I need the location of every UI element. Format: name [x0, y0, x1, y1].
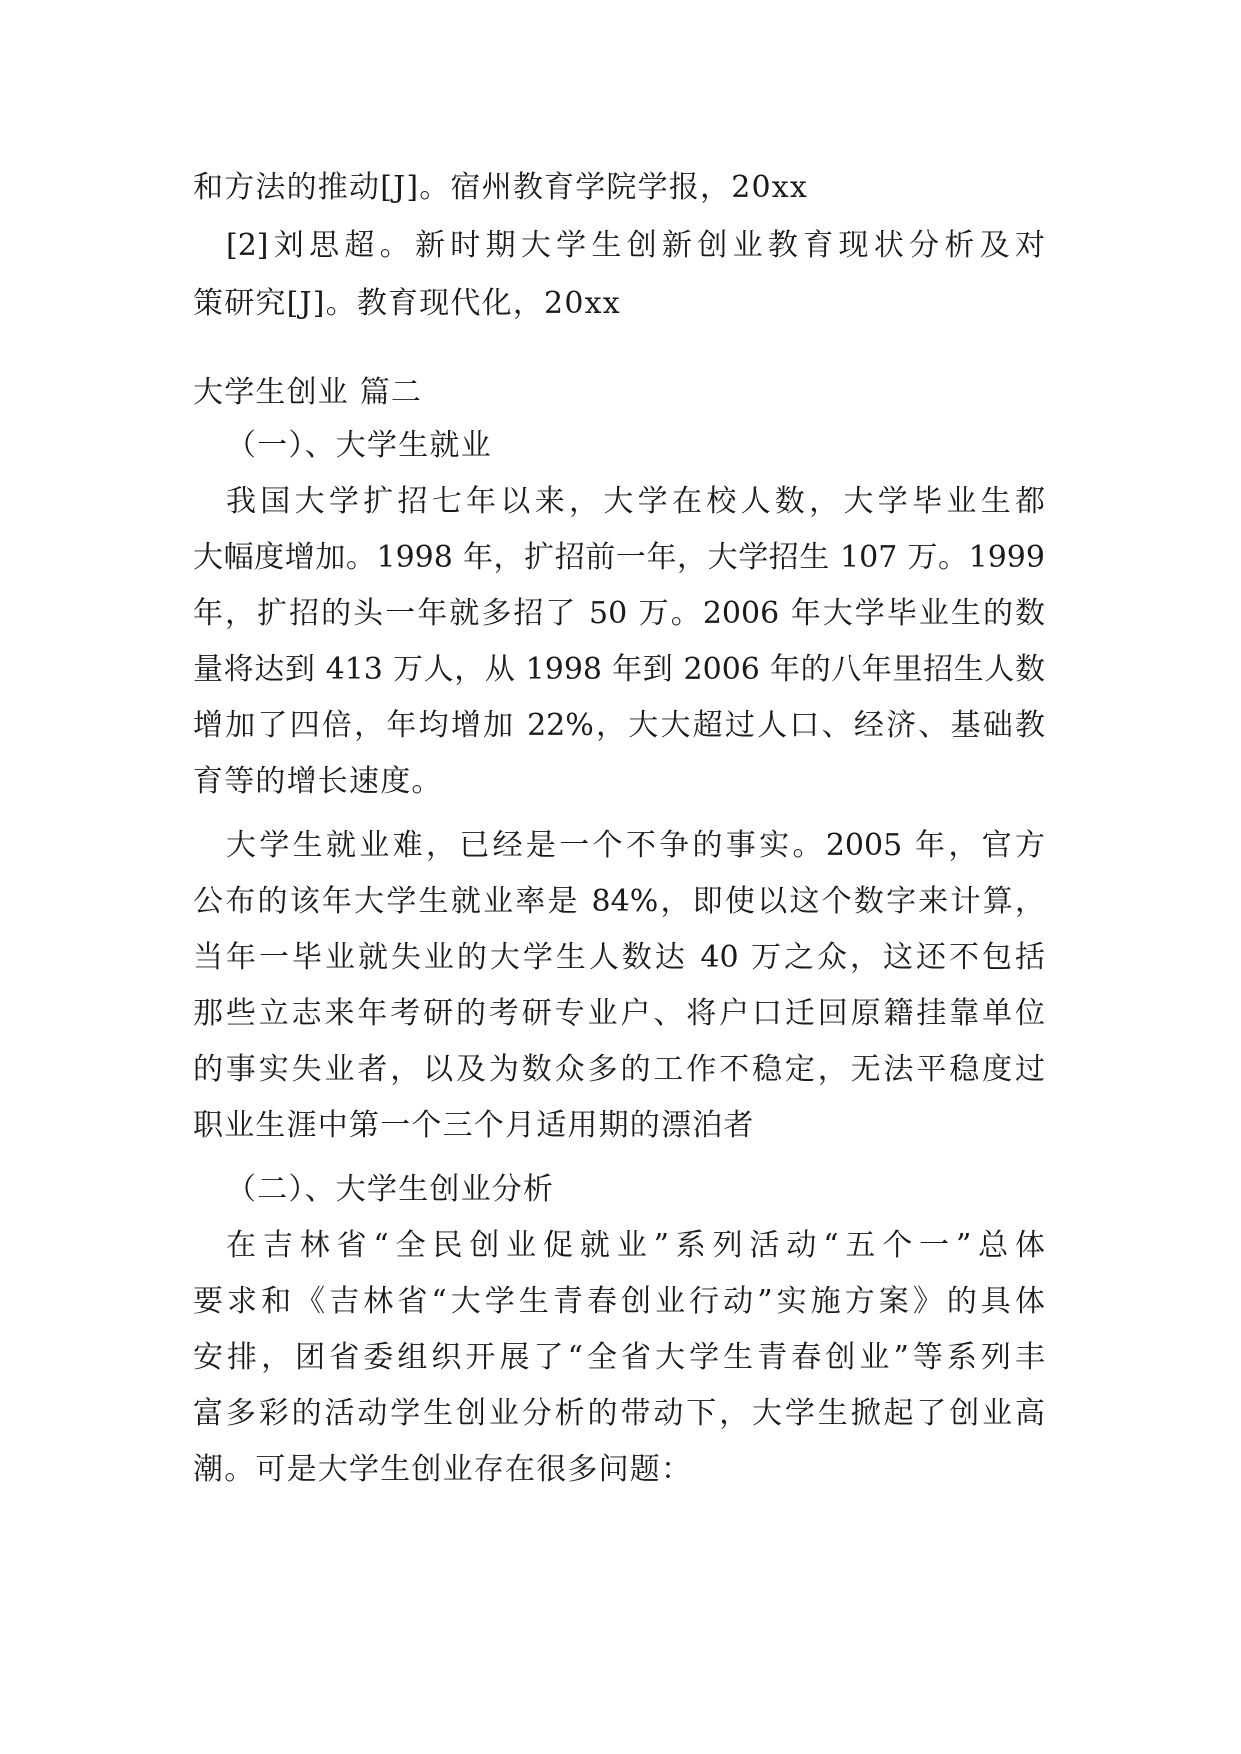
- paragraph-line: 职业生涯中第一个三个月适用期的漂泊者: [193, 1108, 755, 1143]
- paragraph-line: 在吉林省“全民创业促就业”系列活动“五个一”总体: [226, 1228, 1045, 1263]
- paragraph-line: 当年一毕业就失业的大学生人数达 40 万之众，这还不包括: [193, 940, 1045, 975]
- paragraph-line: 量将达到 413 万人，从 1998 年到 2006 年的八年里招生人数: [193, 652, 1045, 687]
- paragraph-line: 要求和《吉林省“大学生青春创业行动”实施方案》的具体: [193, 1284, 1045, 1319]
- paragraph-line: 增加了四倍，年均增加 22%，大大超过人口、经济、基础教: [193, 708, 1045, 743]
- paragraph-line: 潮。可是大学生创业存在很多问题：: [193, 1452, 693, 1487]
- reference-1-continued: 和方法的推动[J]。宿州教育学院学报，20xx: [193, 170, 809, 205]
- reference-2-continued: 策研究[J]。教育现代化，20xx: [193, 286, 621, 321]
- paragraph-line: 富多彩的活动学生创业分析的带动下，大学生掀起了创业高: [193, 1396, 1045, 1431]
- paragraph-line: 安排，团省委组织开展了“全省大学生青春创业”等系列丰: [193, 1340, 1045, 1375]
- subheading-startup-analysis: （二）、大学生创业分析: [226, 1172, 555, 1207]
- reference-2: [2]刘思超。新时期大学生创新创业教育现状分析及对: [226, 228, 1045, 263]
- paragraph-line: 公布的该年大学生就业率是 84%，即使以这个数字来计算，: [193, 884, 1045, 919]
- section-heading: 大学生创业 篇二: [193, 375, 423, 410]
- paragraph-line: 育等的增长速度。: [193, 764, 443, 799]
- paragraph-line: 年，扩招的头一年就多招了 50 万。2006 年大学毕业生的数: [193, 596, 1045, 631]
- paragraph-line: 那些立志来年考研的考研专业户、将户口迁回原籍挂靠单位: [193, 996, 1045, 1031]
- paragraph-line: 的事实失业者，以及为数众多的工作不稳定，无法平稳度过: [193, 1052, 1045, 1087]
- paragraph-line: 大学生就业难，已经是一个不争的事实。2005 年，官方: [226, 828, 1045, 863]
- paragraph-line: 我国大学扩招七年以来，大学在校人数，大学毕业生都: [226, 484, 1045, 519]
- subheading-employment: （一）、大学生就业: [226, 428, 492, 463]
- paragraph-line: 大幅度增加。1998 年，扩招前一年，大学招生 107 万。1999: [193, 540, 1045, 575]
